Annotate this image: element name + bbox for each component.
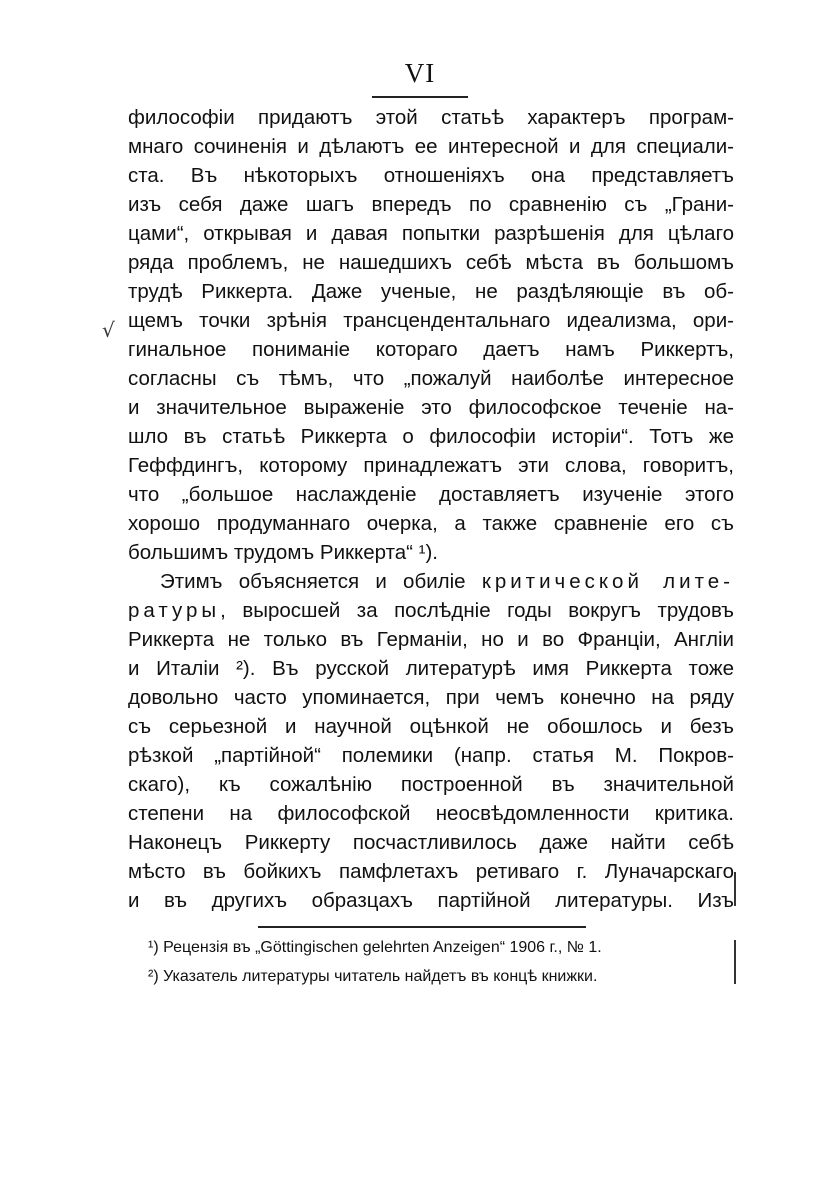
- text-line: трудѣ Риккерта. Даже ученые, не раздѣляющіе въ об-: [128, 280, 734, 303]
- main-text: [128, 103, 734, 915]
- page-number: VI: [404, 58, 436, 88]
- text-line: шло въ статьѣ Риккерта о философіи исторіи“. Тотъ же: [128, 425, 734, 448]
- text-line: Риккерта не только въ Германіи, но и во Франціи, Англіи: [128, 628, 734, 651]
- text-line: и значительное выраженіе это философское теченіе на-: [128, 396, 734, 419]
- text-line: мѣсто въ бойкихъ памфлетахъ ретиваго г. Луначарскаго: [128, 860, 734, 883]
- text-line: ста. Въ нѣкоторыхъ отношеніяхъ она представляетъ: [128, 164, 734, 187]
- header-rule: [372, 96, 468, 98]
- text-line: [128, 596, 734, 625]
- text-fragment: Этимъ объясняется и обиліе: [160, 570, 482, 593]
- text-line: ряда проблемъ, не нашедшихъ себѣ мѣста въ большомъ: [128, 251, 734, 274]
- text-line: довольно часто упоминается, при чемъ конечно на ряду: [128, 686, 734, 709]
- text-line: съ серьезной и научной оцѣнкой не обошлось и безъ: [128, 715, 734, 738]
- text-line: Наконецъ Риккерту посчастливилось даже найти себѣ: [128, 831, 734, 854]
- text-line: степени на философской неосвѣдомленности критика.: [128, 802, 734, 825]
- text-fragment: , выросшей за послѣдніе годы вокругъ трудовъ: [220, 599, 734, 622]
- text-line: рѣзкой „партійной“ полемики (напр. статья М. Покров-: [128, 744, 734, 767]
- footnotes: [148, 933, 738, 991]
- text-line: цами“, открывая и давая попытки разрѣшенія для цѣлаго: [128, 222, 734, 245]
- text-line: мнаго сочиненія и дѣлаютъ ее интересной и для специали-: [128, 135, 734, 158]
- footnote-2: ²) Указатель литературы читатель найдетъ въ концѣ книжки.: [148, 968, 598, 985]
- text-line: щемъ точки зрѣнія трансцендентальнаго идеализма, ори-: [128, 309, 734, 332]
- text-line: что „большое наслажденіе доставляетъ изученіе этого: [128, 483, 734, 506]
- text-line: большимъ трудомъ Риккерта“ ¹).: [128, 541, 439, 564]
- footnote-rule: [258, 926, 586, 928]
- text-line: и въ другихъ образцахъ партійной литературы. Изъ: [128, 889, 734, 912]
- margin-check-mark: √: [102, 318, 115, 342]
- spaced-emphasis: критической лите-: [481, 570, 734, 593]
- text-line: согласны съ тѣмъ, что „пожалуй наиболѣе интересное: [128, 367, 734, 390]
- text-line: хорошо продуманнаго очерка, а также сравненіе его съ: [128, 512, 734, 535]
- text-line: философіи придаютъ этой статьѣ характеръ програм-: [128, 106, 734, 129]
- text-line: и Италіи ²). Въ русской литературѣ имя Риккерта тоже: [128, 657, 734, 680]
- spaced-emphasis: ратуры: [128, 599, 221, 622]
- text-line: скаго), къ сожалѣнію построенной въ значительной: [128, 773, 734, 796]
- text-line: изъ себя даже шагъ впередъ по сравненію съ „Грани-: [128, 193, 734, 216]
- text-line: гинальное пониманіе котораго даетъ намъ Риккертъ,: [128, 338, 734, 361]
- text-line: [128, 567, 734, 596]
- edge-scan-mark: [734, 872, 736, 906]
- footnote-1: ¹) Рецензія въ „Göttingischen gelehrten Anzeigen“ 1906 г., № 1.: [148, 939, 602, 956]
- text-line: Геффдингъ, которому принадлежатъ эти слова, говоритъ,: [128, 454, 734, 477]
